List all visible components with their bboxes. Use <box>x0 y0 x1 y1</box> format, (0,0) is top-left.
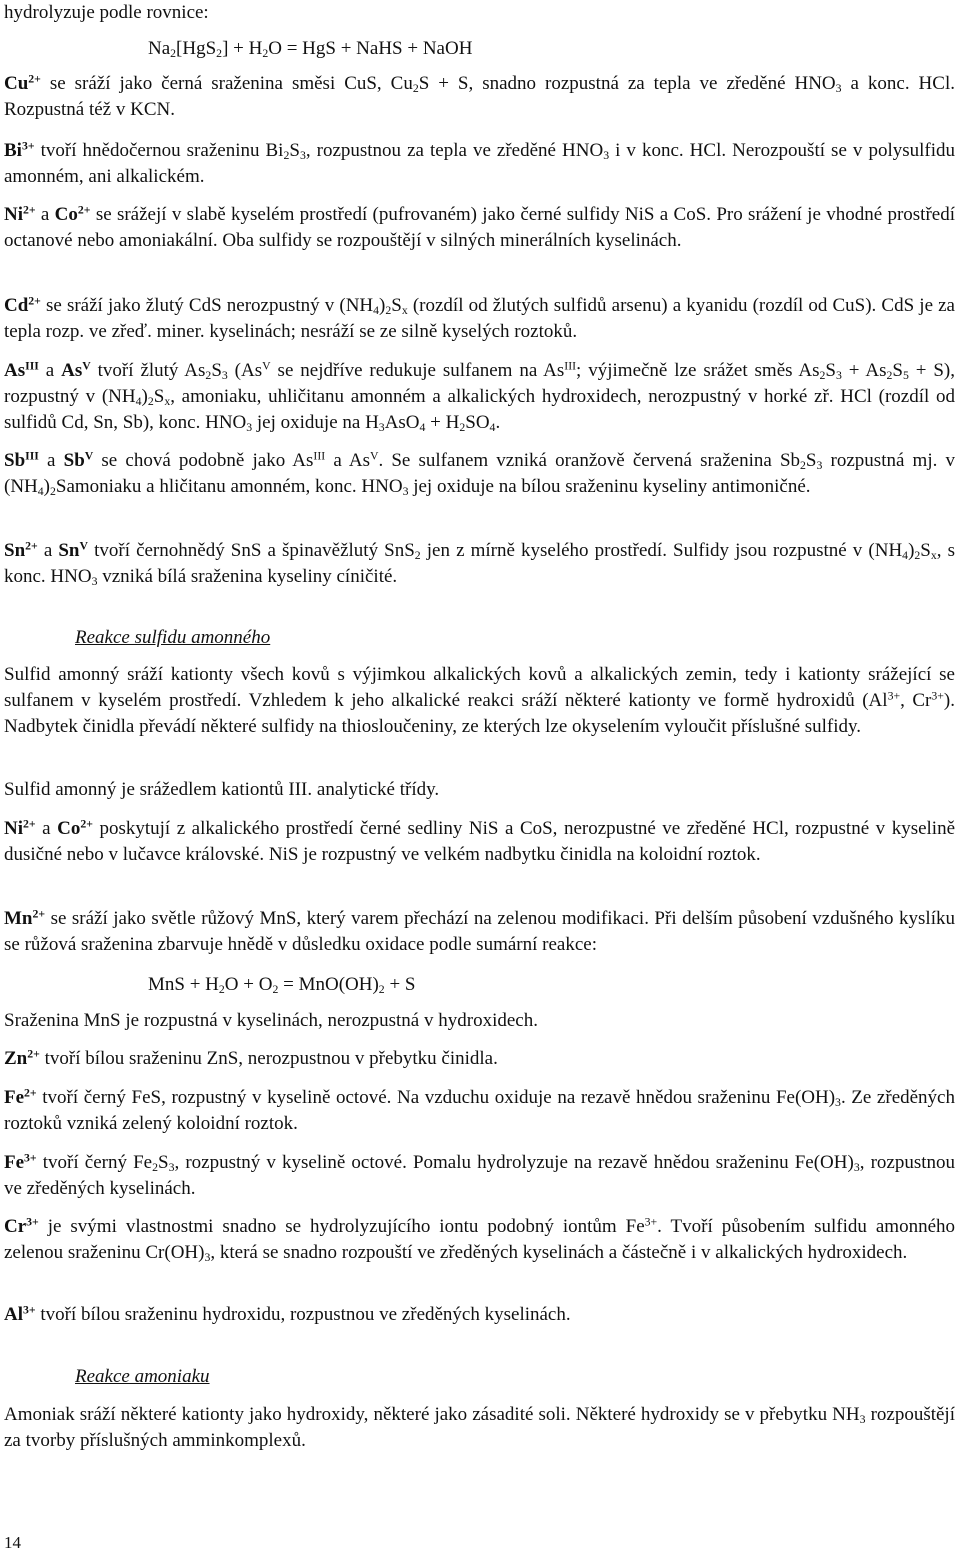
intro-line: hydrolyzuje podle rovnice: <box>4 2 209 23</box>
paragraph-as: $As^{III}$ a $As^V$ tvoří žlutý $As_2S_3$ ($As^V$ se nejdříve redukuje sulfanem na $As^{III}$; výjimečně lze srážet směs $As_2S_3 + As_2S_5 + S$), rozpustný v $(NH_4)_2S_x$, amoniaku, uhličitanu amonném a alkalických hydroxidech, nerozpustný v horké zř. HCl (rozdíl od sulfidů Cd, Sn, Sb), konc. $HNO_3$ jej oxiduje na $H_3AsO_4 + H_2SO_4$. <box>4 359 956 434</box>
paragraph-sulfid-reagent: Sulfid amonný je srážedlem kationtů III. analytické třídy. <box>4 779 440 800</box>
paragraph-sulfid-intro: Sulfid amonný sráží kationty všech kovů s výjimkou alkalických kovů a alkalických zemin, tedy i kationty srážející se sulfanem v kyselém prostředí. Vzhledem k jeho alkalické reakci sráží některé kationty ve formě hydroxidů ($Al^{3+}$, $Cr^{3+}$). Nadbytek činidla převádí některé sulfidy na thiosloučeniny, ze kterých lze okyselením vyloučit příslušné sulfidy. <box>4 664 955 737</box>
heading-amoniak: Reakce amoniaku <box>75 1366 210 1387</box>
equation-na2hgs2: $Na_2[HgS_2] + H_2O$ = HgS + NaHS + NaOH <box>148 38 473 60</box>
paragraph-fe2: $Fe^{2+}$ tvoří černý FeS, rozpustný v kyselině octové. Na vzduchu oxiduje na rezavě hnědou sraženinu $Fe(OH)_3$. Ze zředěných roztoků vzniká zelený koloidní roztok. <box>4 1086 955 1134</box>
paragraph-sn: $Sn^{2+}$ a $Sn^V$ tvoří černohnědý SnS a špinavěžlutý SnS$_2$ jen z mírně kyselého prostředí. Sulfidy jsou rozpustné v $(NH_4)_2S_x$, s konc. $HNO_3$ vzniká bílá sraženina kyseliny cíničité. <box>4 539 955 588</box>
paragraph-cr: $Cr^{3+}$ je svými vlastnostmi snadno se hydrolyzujícího iontu podobný iontům $Fe^{3+}$. Tvoří působením sulfidu amonného zelenou sraženinu $Cr(OH)_3$, která se snadno rozpouští ve zředěných kyselinách a částečně i v alkalických hydroxidech. <box>4 1215 955 1264</box>
equation-mns: MnS + $H_2O + O_2 = MnO(OH)_2 + S$ <box>148 974 416 996</box>
paragraph-cu: $Cu^{2+}$ se sráží jako černá sraženina směsi CuS, $Cu_2S + S$, snadno rozpustná za tepla ve zředěné $HNO_3$ a konc. HCl. Rozpustná též v KCN. <box>4 72 955 120</box>
paragraph-ni-co: $Ni^{2+}$ a $Co^{2+}$ se srážejí v slabě kyselém prostředí (pufrovaném) jako černé sulfidy NiS a CoS. Pro srážení je vhodné prostředí octanové nebo amoniakální. Oba sulfidy se rozpouštějí v silných minerálních kyselinách. <box>4 203 955 251</box>
paragraph-zn: $Zn^{2+}$ tvoří bílou sraženinu ZnS, nerozpustnou v přebytku činidla. <box>4 1047 498 1069</box>
paragraph-al: $Al^{3+}$ tvoří bílou sraženinu hydroxidu, rozpustnou ve zředěných kyselinách. <box>4 1303 571 1325</box>
paragraph-fe3: $Fe^{3+}$ tvoří černý $Fe_2S_3$, rozpustný v kyselině octové. Pomalu hydrolyzuje na rezavě hnědou sraženinu $Fe(OH)_3$, rozpustnou ve zředěných kyselinách. <box>4 1151 956 1199</box>
paragraph-sb: $Sb^{III}$ a $Sb^V$ se chová podobně jako $As^{III}$ a $As^V$. Se sulfanem vzniká oranžově červená sraženina $Sb_2S_3$ rozpustná mj. v $(NH_4)_2Samoniaku$ a hličitanu amonném, konc. $HNO_3$ jej oxiduje na bílou sraženinu kyseliny antimoničné. <box>4 449 956 498</box>
heading-sulfid-amonny: Reakce sulfidu amonného <box>75 627 271 648</box>
paragraph-mns-solubility: Sraženina MnS je rozpustná v kyselinách, nerozpustná v hydroxidech. <box>4 1010 538 1031</box>
paragraph-bi: $Bi^{3+}$ tvoří hnědočernou sraženinu $Bi_2S_3$, rozpustnou za tepla ve zředěné $HNO_3$ i v konc. HCl. Nerozpouští se v polysulfidu amonném, ani alkalickém. <box>4 139 956 187</box>
paragraph-ni-co-2: $Ni^{2+}$ a $Co^{2+}$ poskytují z alkalického prostředí černé sedliny NiS a CoS, nerozpustné ve zředěné HCl, rozpustné v kyselině dusičné nebo v lučavce královské. NiS je rozpustný ve velkém nadbytku činidla na koloidní roztok. <box>4 817 956 865</box>
page-number: 14 <box>4 1533 21 1552</box>
paragraph-amoniak: Amoniak sráží některé kationty jako hydroxidy, některé jako zásadité soli. Některé hydroxidy se v přebytku $NH_3$ rozpouštějí za tvorby příslušných amminkomplexů. <box>4 1404 955 1451</box>
paragraph-cd: $Cd^{2+}$ se sráží jako žlutý CdS nerozpustný v $(NH_4)_2S_x$ (rozdíl od žlutých sulfidů arsenu) a kyanidu (rozdíl od CuS). CdS je za tepla rozp. ve zřeď. miner. kyselinách; nesráží se ze silně kyselých roztoků. <box>4 294 955 342</box>
paragraph-mn: $Mn^{2+}$ se sráží jako světle růžový MnS, který varem přechází na zelenou modifikaci. Při delším působení vzdušného kyslíku se růžová sraženina zbarvuje hnědě v důsledku oxidace podle sumární reakce: <box>4 907 955 955</box>
